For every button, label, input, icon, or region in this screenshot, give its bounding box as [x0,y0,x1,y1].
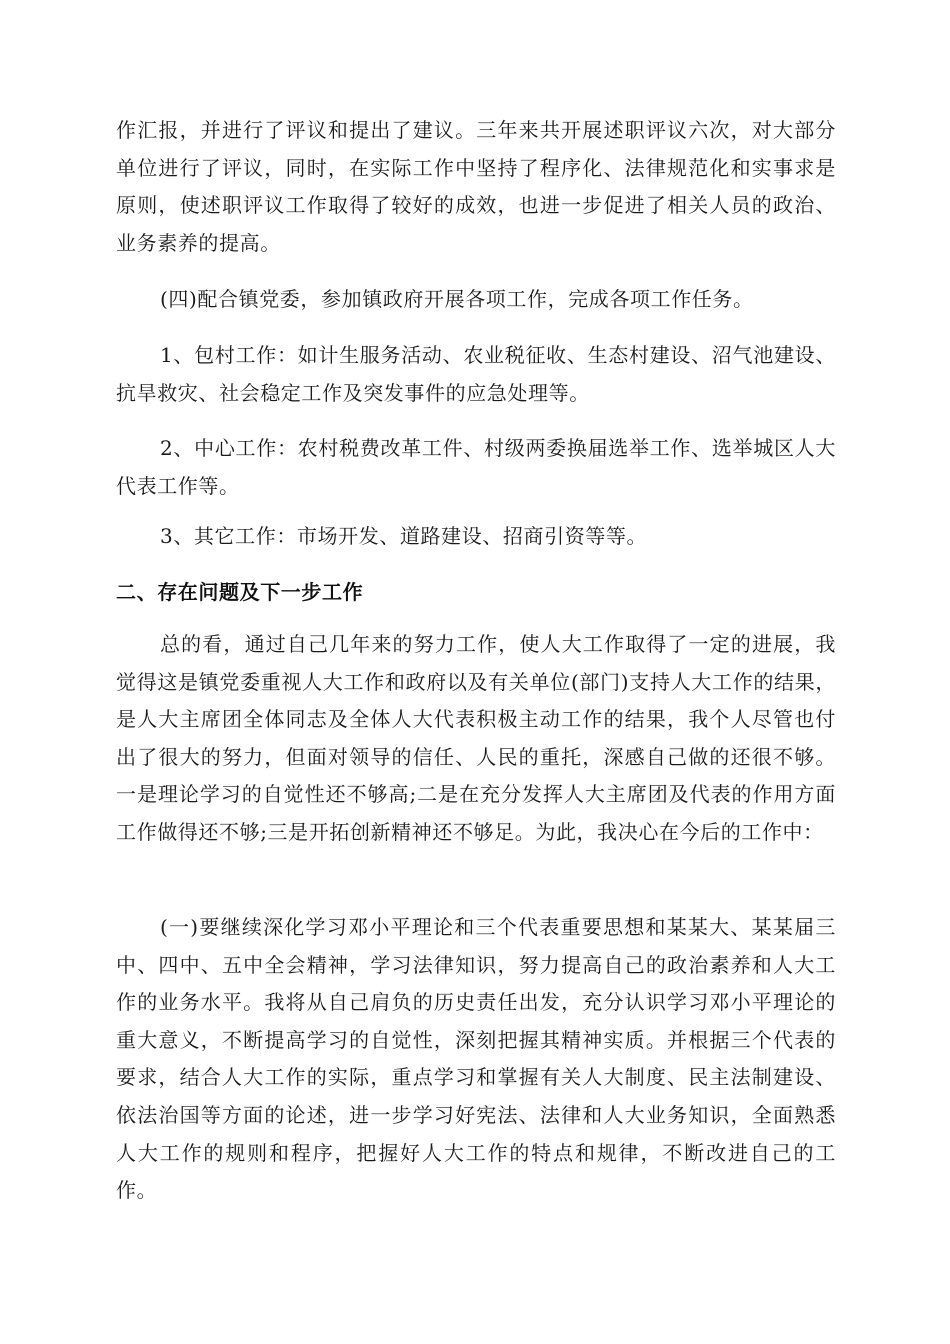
section-heading: 二、存在问题及下一步工作 [116,580,364,604]
paragraph-village-work: 1、包村工作：如计生服务活动、农业税征收、生态村建设、沼气池建设、抗旱救灾、社会稳定工作及突发事件的应急处理等。 [116,343,836,405]
paragraph-item-one: (一)要继续深化学习邓小平理论和三个代表重要思想和某某大、某某届三中、四中、五中全会精神，学习法律知识，努力提高自己的政治素养和人大工作的业务水平。我将从自己肩负的历史责任出发，充分认识学习邓小平理论的重大意义，不断提高学习的自觉性，深刻把握其精神实质。并根据三个代表的要求，结合人大工作的实际，重点学习和掌握有关人大制度、民主法制建设、依法治国等方面的论述，进一步学习好宪法、法律和人大业务知识，全面熟悉人大工作的规则和程序，把握好人大工作的特点和规律，不断改进自己的工作。 [116,915,836,1203]
paragraph-summary: 总的看，通过自己几年来的努力工作，使人大工作取得了一定的进展，我觉得这是镇党委重视人大工作和政府以及有关单位(部门)支持人大工作的结果，是人大主席团全体同志及全体人大代表积极主动工作的结果，我个人尽管也付出了很大的努力，但面对领导的信任、人民的重托，深感自己做的还很不够。一是理论学习的自觉性还不够高;二是在充分发挥人大主席团及代表的作用方面工作做得还不够;三是开拓创新精神还不够足。为此，我决心在今后的工作中： [116,632,836,844]
paragraph-other-work: 3、其它工作：市场开发、道路建设、招商引资等等。 [160,524,648,548]
paragraph-continuation: 作汇报，并进行了评议和提出了建议。三年来共开展述职评议六次，对大部分单位进行了评议，同时，在实际工作中坚持了程序化、法律规范化和实事求是原则，使述职评议工作取得了较好的成效，也进一步促进了相关人员的政治、业务素养的提高。 [116,118,836,255]
paragraph-central-work: 2、中心工作：农村税费改革工件、村级两委换届选举工作、选举城区人大代表工作等。 [116,436,836,498]
paragraph-item-four: (四)配合镇党委，参加镇政府开展各项工作，完成各项工作任务。 [160,287,754,311]
